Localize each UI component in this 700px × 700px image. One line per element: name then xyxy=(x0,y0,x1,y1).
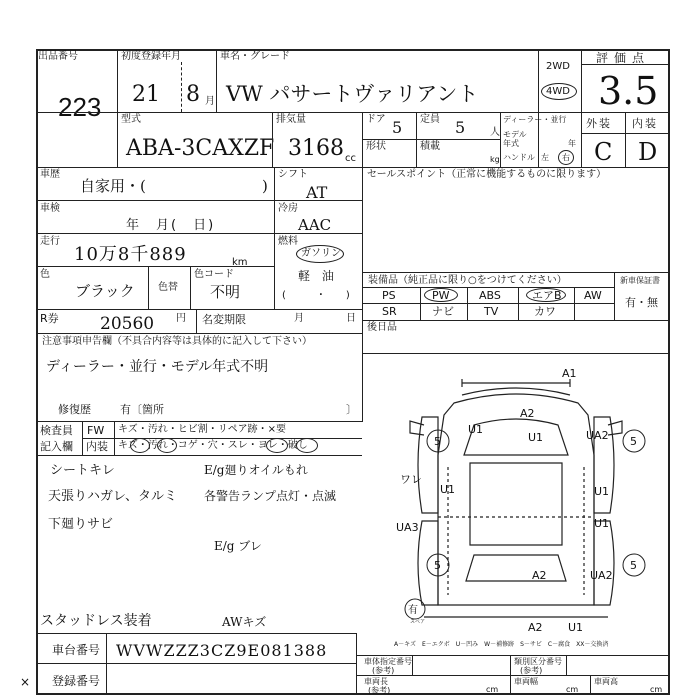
equip-leather: カワ xyxy=(534,305,556,318)
mark-u1-bottom: U1 xyxy=(568,621,584,634)
repair-close: 〕 xyxy=(346,403,357,416)
dealer-label: ディーラー・並行 xyxy=(503,115,567,124)
mark-u1-front-center: U1 xyxy=(528,431,544,444)
recycle-label: R券 xyxy=(40,312,59,325)
month-label: 月 xyxy=(294,313,304,324)
shape-label: 形状 xyxy=(366,141,386,152)
specified-no-label: 車体指定番号 xyxy=(364,657,412,666)
equip-pw: PW xyxy=(432,289,450,302)
displacement-label: 排気量 xyxy=(276,114,306,125)
comment-engine-shake: E/g ブレ xyxy=(214,539,262,553)
notes-title: 注意事項申告欄（不具合内容等は具体的に記入して下さい） xyxy=(42,336,312,347)
mark-ua2-rear: UA2 xyxy=(590,569,613,582)
chassis-label: 車台番号 xyxy=(52,643,101,657)
fuel-diesel: 軽 油 xyxy=(298,269,338,283)
interior-small-label: 内装 xyxy=(86,440,108,453)
color-code-label: 色コード xyxy=(194,269,234,280)
drive-4wd: 4WD xyxy=(546,86,570,97)
exterior-label: 外装 xyxy=(586,117,612,130)
mark-u1-right: U1 xyxy=(594,485,610,498)
fuel-gasoline: ガソリン xyxy=(301,248,341,259)
mark-u1-left: U1 xyxy=(440,483,456,496)
mark-a2-bottom: A2 xyxy=(528,621,543,634)
comment-engine-oil-leak: E/g廻りオイルもれ xyxy=(204,463,308,477)
spare-label: スペア xyxy=(410,619,426,625)
comment-aw-scratch: AWキズ xyxy=(222,615,267,629)
car-name-label: 車名・グレード xyxy=(220,51,290,62)
ac-label: 冷房 xyxy=(278,203,298,214)
mark-u1-front-left: U1 xyxy=(468,423,484,436)
comment-headliner: 天張りハガレ、タルミ xyxy=(48,489,177,504)
kg-unit: kg xyxy=(490,155,500,164)
color-change-label: 色替 xyxy=(158,282,178,293)
doors: 5 xyxy=(392,118,403,137)
mark-crack: ワレ xyxy=(400,473,422,486)
score: 3.5 xyxy=(598,69,659,113)
equip-airbag: エアB xyxy=(532,289,562,302)
mark-u1-right-rear: U1 xyxy=(594,517,610,530)
capacity: 5 xyxy=(455,118,466,137)
mark-a2-front: A2 xyxy=(520,407,535,420)
mark-spare: 有 xyxy=(408,605,418,616)
repair-label: 修復歴 xyxy=(58,403,91,416)
class-label: 類別区分番号 xyxy=(514,657,562,666)
height-label: 車両高 xyxy=(594,677,618,686)
comment-warning-lamps: 各警告ランプ点灯・点滅 xyxy=(204,489,337,503)
recycle-value: 20560 xyxy=(100,314,155,334)
inspection-value: 年 月( 日) xyxy=(126,218,216,233)
mileage-label: 走行 xyxy=(40,236,60,247)
length-cm: cm xyxy=(486,685,499,694)
shift-label: シフト xyxy=(278,169,308,180)
mileage-value: 10万8千889 xyxy=(74,244,187,265)
new-warranty-value: 有・無 xyxy=(625,296,658,309)
handle-label: ハンドル xyxy=(503,153,535,162)
interior-grade: D xyxy=(638,138,658,166)
width-cm: cm xyxy=(566,685,579,694)
load-label: 積載 xyxy=(420,141,440,152)
first-registration-year: 21 xyxy=(132,82,160,107)
fuel-label: 燃料 xyxy=(278,236,298,247)
rego-expiry-label: 名変期限 xyxy=(202,313,246,326)
mark-5-fl: 5 xyxy=(434,435,441,448)
inspection-label: 車検 xyxy=(40,203,60,214)
fw-label: FW xyxy=(87,424,105,437)
equip-tv: TV xyxy=(484,305,499,318)
inspector-label: 検査員 xyxy=(40,424,73,437)
comment-studless: スタッドレス装着 xyxy=(40,613,152,629)
width-label: 車両幅 xyxy=(514,677,538,686)
new-warranty-label: 新車保証書 xyxy=(620,276,660,285)
model-code: ABA-3CAXZF xyxy=(126,136,275,161)
yen-unit: 円 xyxy=(176,313,186,324)
model-label: 型式 xyxy=(121,114,141,125)
score-label: 評価点 xyxy=(596,51,651,65)
history-label: 車歴 xyxy=(40,169,60,180)
equip-sr: SR xyxy=(382,305,397,318)
mark-ua2-front-right: UA2 xyxy=(586,429,609,442)
mark-a1: A1 xyxy=(562,367,577,380)
car-damage-diagram xyxy=(362,355,670,634)
color-code-value: 不明 xyxy=(210,283,241,301)
class-ref-label: (参考) xyxy=(520,666,543,675)
equip-navi: ナビ xyxy=(432,305,454,318)
day-label: 日 xyxy=(346,313,356,324)
fw-options: キズ・汚れ・ヒビ割・リペア跡・×要 xyxy=(118,424,286,435)
ac-value: AAC xyxy=(298,216,332,234)
interior-options: キズ・汚れ・コゲ・穴・スレ・ヨレ・破し xyxy=(118,440,308,451)
equip-aw: AW xyxy=(584,289,602,302)
length-ref-label: (参考) xyxy=(368,686,391,695)
lot-number-label: 出品番号 xyxy=(38,51,78,62)
height-cm: cm xyxy=(650,685,663,694)
repair-value: 有〔箇所 xyxy=(120,403,164,416)
handle-left: 左 xyxy=(541,153,549,162)
after-reg-label: 後日品 xyxy=(367,322,397,333)
damage-legend: A－キズ E－エクボ U－凹み W－補修跡 S－サビ C－腐食 XX－交換済 xyxy=(394,641,609,648)
notes-handwritten: ディーラー・並行・モデル年式不明 xyxy=(46,359,269,375)
history-close: ) xyxy=(262,177,268,195)
handle-right: 右 xyxy=(562,153,570,162)
color-value: ブラック xyxy=(75,282,135,300)
person-unit: 人 xyxy=(490,127,500,138)
interior-label: 内装 xyxy=(632,117,658,130)
door-label: ドア xyxy=(366,114,386,125)
color-label: 色 xyxy=(40,269,50,280)
mark-5-fr: 5 xyxy=(630,435,637,448)
capacity-label: 定員 xyxy=(420,114,440,125)
reg-no-label: 登録番号 xyxy=(52,674,101,688)
equip-abs: ABS xyxy=(479,289,501,302)
drive-2wd: 2WD xyxy=(546,61,570,72)
exterior-grade: C xyxy=(594,138,613,166)
car-name: VW パサートヴァリアント xyxy=(226,82,479,106)
fuel-other: ( ・ ) xyxy=(282,290,350,301)
history-value: 自家用・( xyxy=(80,177,146,195)
equip-ps: PS xyxy=(382,289,396,302)
comment-seat-tear: シートキレ xyxy=(50,463,115,478)
shift-value: AT xyxy=(306,183,328,202)
mark-a2-rear: A2 xyxy=(532,569,547,582)
equipment-title: 装備品（純正品に限り○をつけてください） xyxy=(368,275,567,286)
year-unit: 年 xyxy=(568,139,576,148)
lot-number: 223 xyxy=(58,92,102,122)
model-year-label: モデル年式 xyxy=(503,130,527,148)
mark-ua3: UA3 xyxy=(396,521,419,534)
length-label: 車両長 xyxy=(364,677,388,686)
specified-ref-label: (参考) xyxy=(372,666,395,675)
inspector-entry-label: 記入欄 xyxy=(40,440,73,453)
x-mark: × xyxy=(20,675,31,689)
sales-point-title: セールスポイント（正常に機能するものに限ります） xyxy=(367,169,607,180)
chassis-value: WVWZZZ3CZ9E081388 xyxy=(116,641,328,660)
displacement: 3168 xyxy=(288,136,344,161)
comment-underbody-rust: 下廻りサビ xyxy=(48,517,114,532)
first-registration-month: 8 xyxy=(186,82,200,107)
month-unit: 月 xyxy=(205,96,215,107)
km-unit: km xyxy=(232,257,248,268)
mark-5-rr: 5 xyxy=(630,559,637,572)
mark-5-rl: 5 xyxy=(434,559,441,572)
cc-unit: cc xyxy=(345,153,356,164)
first-registration-label: 初度登録年月 xyxy=(121,51,181,62)
